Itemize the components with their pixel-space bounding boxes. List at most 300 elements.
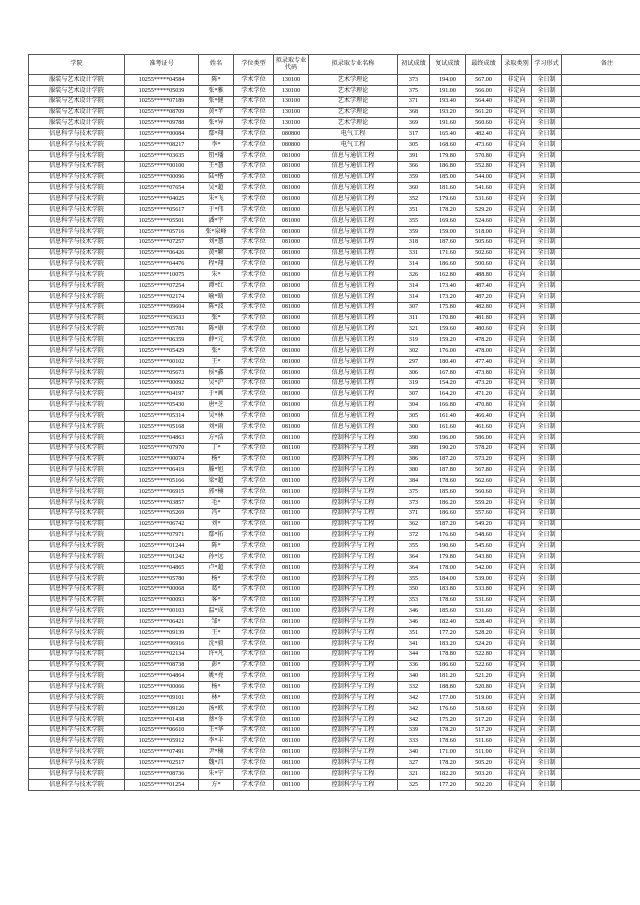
- cell-final_score: 473.60: [466, 140, 502, 151]
- cell-name: 魏*昌: [199, 758, 234, 769]
- cell-category: 非定向: [502, 562, 532, 573]
- cell-ticket: 10255*****00084: [125, 129, 199, 140]
- cell-college: 信息科学与技术学院: [29, 432, 125, 443]
- cell-initial_score: 305: [398, 140, 430, 151]
- column-header-study-form: 学习形式: [532, 55, 562, 75]
- column-header-college: 学院: [29, 55, 125, 75]
- column-header-major-name: 拟录取专业名称: [309, 55, 398, 75]
- cell-name: 林*: [199, 693, 234, 704]
- cell-ticket: 10255*****05780: [125, 573, 199, 584]
- cell-name: 滕*旭: [199, 465, 234, 476]
- cell-college: 信息科学与技术学院: [29, 682, 125, 693]
- cell-retest_score: 162.80: [430, 270, 466, 281]
- cell-degree: 学术学位: [234, 356, 274, 367]
- cell-study_form: 全日制: [532, 736, 562, 747]
- table-row: [29, 443, 640, 454]
- cell-name: 薛*元: [199, 335, 234, 346]
- cell-ticket: 10255*****06915: [125, 487, 199, 498]
- cell-remark: [562, 606, 640, 617]
- cell-retest_score: 170.80: [430, 313, 466, 324]
- table-row: [29, 248, 640, 259]
- cell-ticket: 10255*****05430: [125, 400, 199, 411]
- cell-initial_score: 321: [398, 324, 430, 335]
- cell-retest_score: 190.60: [430, 541, 466, 552]
- cell-name: 陈*: [199, 75, 234, 86]
- cell-college: 信息科学与技术学院: [29, 671, 125, 682]
- cell-name: 黄*芊: [199, 107, 234, 118]
- cell-initial_score: 355: [398, 541, 430, 552]
- cell-major_name: 信息与通信工程: [309, 346, 398, 357]
- table-row: [29, 638, 640, 649]
- cell-category: 非定向: [502, 172, 532, 183]
- table-row: [29, 584, 640, 595]
- cell-remark: [562, 215, 640, 226]
- cell-college: 信息科学与技术学院: [29, 237, 125, 248]
- cell-remark: [562, 573, 640, 584]
- cell-category: 非定向: [502, 183, 532, 194]
- cell-major_code: 081000: [274, 194, 309, 205]
- cell-college: 信息科学与技术学院: [29, 573, 125, 584]
- cell-major_name: 控制科学与工程: [309, 530, 398, 541]
- cell-degree: 学术学位: [234, 205, 274, 216]
- cell-study_form: 全日制: [532, 682, 562, 693]
- cell-major_name: 控制科学与工程: [309, 465, 398, 476]
- cell-name: 刘*慧: [199, 237, 234, 248]
- cell-degree: 学术学位: [234, 281, 274, 292]
- table-row: [29, 476, 640, 487]
- cell-remark: [562, 172, 640, 183]
- cell-remark: [562, 530, 640, 541]
- cell-initial_score: 371: [398, 96, 430, 107]
- cell-major_name: 电气工程: [309, 129, 398, 140]
- cell-category: 非定向: [502, 291, 532, 302]
- cell-degree: 学术学位: [234, 562, 274, 573]
- cell-name: 鄢*拓: [199, 530, 234, 541]
- cell-name: 陈*康: [199, 324, 234, 335]
- cell-name: 彭*: [199, 660, 234, 671]
- cell-remark: [562, 638, 640, 649]
- cell-initial_score: 353: [398, 595, 430, 606]
- cell-remark: [562, 725, 640, 736]
- table-row: [29, 422, 640, 433]
- cell-study_form: 全日制: [532, 638, 562, 649]
- cell-major_name: 控制科学与工程: [309, 725, 398, 736]
- cell-degree: 学术学位: [234, 747, 274, 758]
- cell-major_code: 081000: [274, 248, 309, 259]
- cell-major_code: 081000: [274, 161, 309, 172]
- cell-final_score: 522.60: [466, 660, 502, 671]
- cell-retest_score: 176.00: [430, 346, 466, 357]
- cell-study_form: 全日制: [532, 75, 562, 86]
- cell-degree: 学术学位: [234, 725, 274, 736]
- cell-study_form: 全日制: [532, 747, 562, 758]
- cell-category: 非定向: [502, 432, 532, 443]
- cell-degree: 学术学位: [234, 140, 274, 151]
- cell-initial_score: 325: [398, 779, 430, 790]
- cell-college: 信息科学与技术学院: [29, 465, 125, 476]
- cell-initial_score: 314: [398, 281, 430, 292]
- cell-initial_score: 317: [398, 129, 430, 140]
- table-body: [29, 75, 640, 791]
- cell-retest_score: 176.60: [430, 703, 466, 714]
- cell-remark: [562, 487, 640, 498]
- cell-major_code: 081100: [274, 519, 309, 530]
- cell-retest_score: 167.80: [430, 367, 466, 378]
- cell-initial_score: 340: [398, 747, 430, 758]
- table-row: [29, 389, 640, 400]
- cell-final_score: 524.60: [466, 215, 502, 226]
- cell-ticket: 10255*****02517: [125, 758, 199, 769]
- cell-study_form: 全日制: [532, 367, 562, 378]
- cell-major_name: 信息与通信工程: [309, 313, 398, 324]
- cell-major_code: 130100: [274, 96, 309, 107]
- cell-category: 非定向: [502, 769, 532, 780]
- cell-study_form: 全日制: [532, 606, 562, 617]
- cell-ticket: 10255*****07491: [125, 747, 199, 758]
- cell-college: 信息科学与技术学院: [29, 530, 125, 541]
- cell-study_form: 全日制: [532, 335, 562, 346]
- cell-retest_score: 178.20: [430, 758, 466, 769]
- cell-study_form: 全日制: [532, 259, 562, 270]
- cell-college: 服装与艺术设计学院: [29, 75, 125, 86]
- cell-degree: 学术学位: [234, 422, 274, 433]
- cell-college: 信息科学与技术学院: [29, 497, 125, 508]
- cell-category: 非定向: [502, 161, 532, 172]
- cell-remark: [562, 75, 640, 86]
- cell-major_name: 控制科学与工程: [309, 552, 398, 563]
- cell-degree: 学术学位: [234, 270, 274, 281]
- table-row: [29, 779, 640, 790]
- cell-college: 信息科学与技术学院: [29, 335, 125, 346]
- cell-degree: 学术学位: [234, 378, 274, 389]
- cell-final_score: 505.60: [466, 237, 502, 248]
- cell-final_score: 518.60: [466, 703, 502, 714]
- cell-college: 信息科学与技术学院: [29, 443, 125, 454]
- cell-study_form: 全日制: [532, 714, 562, 725]
- cell-final_score: 564.40: [466, 96, 502, 107]
- cell-final_score: 543.80: [466, 552, 502, 563]
- cell-retest_score: 164.20: [430, 389, 466, 400]
- cell-college: 信息科学与技术学院: [29, 747, 125, 758]
- cell-category: 非定向: [502, 736, 532, 747]
- cell-college: 信息科学与技术学院: [29, 628, 125, 639]
- cell-name: 唐*芝: [199, 400, 234, 411]
- cell-college: 信息科学与技术学院: [29, 519, 125, 530]
- table-row: [29, 96, 640, 107]
- cell-retest_score: 181.20: [430, 671, 466, 682]
- cell-study_form: 全日制: [532, 432, 562, 443]
- cell-degree: 学术学位: [234, 85, 274, 96]
- cell-final_score: 548.60: [466, 530, 502, 541]
- cell-final_score: 518.00: [466, 226, 502, 237]
- cell-retest_score: 182.20: [430, 769, 466, 780]
- cell-initial_score: 305: [398, 411, 430, 422]
- cell-final_score: 500.60: [466, 259, 502, 270]
- cell-ticket: 10255*****04863: [125, 432, 199, 443]
- cell-final_score: 531.60: [466, 606, 502, 617]
- cell-final_score: 480.60: [466, 324, 502, 335]
- cell-remark: [562, 769, 640, 780]
- cell-study_form: 全日制: [532, 226, 562, 237]
- cell-initial_score: 390: [398, 432, 430, 443]
- cell-remark: [562, 291, 640, 302]
- cell-initial_score: 355: [398, 573, 430, 584]
- cell-college: 信息科学与技术学院: [29, 400, 125, 411]
- cell-ticket: 10255*****01242: [125, 552, 199, 563]
- cell-category: 非定向: [502, 367, 532, 378]
- cell-degree: 学术学位: [234, 313, 274, 324]
- cell-final_score: 511.00: [466, 747, 502, 758]
- table-row: [29, 508, 640, 519]
- table-row: [29, 714, 640, 725]
- cell-remark: [562, 693, 640, 704]
- cell-study_form: 全日制: [532, 411, 562, 422]
- cell-name: 邹*: [199, 617, 234, 628]
- cell-major_code: 081000: [274, 281, 309, 292]
- cell-major_name: 控制科学与工程: [309, 779, 398, 790]
- cell-major_code: 080800: [274, 129, 309, 140]
- cell-category: 非定向: [502, 281, 532, 292]
- cell-ticket: 10255*****00093: [125, 595, 199, 606]
- cell-final_score: 559.20: [466, 497, 502, 508]
- cell-major_code: 081100: [274, 530, 309, 541]
- cell-name: 张*异: [199, 118, 234, 129]
- cell-major_code: 130100: [274, 85, 309, 96]
- cell-retest_score: 191.60: [430, 118, 466, 129]
- cell-final_score: 522.80: [466, 649, 502, 660]
- cell-remark: [562, 508, 640, 519]
- cell-degree: 学术学位: [234, 703, 274, 714]
- cell-degree: 学术学位: [234, 736, 274, 747]
- table-row: [29, 378, 640, 389]
- cell-study_form: 全日制: [532, 248, 562, 259]
- cell-name: 陈*: [199, 541, 234, 552]
- cell-major_code: 081100: [274, 465, 309, 476]
- cell-initial_score: 314: [398, 291, 430, 302]
- table-row: [29, 519, 640, 530]
- cell-category: 非定向: [502, 454, 532, 465]
- cell-name: 张*: [199, 313, 234, 324]
- cell-college: 信息科学与技术学院: [29, 649, 125, 660]
- cell-ticket: 10255*****07189: [125, 96, 199, 107]
- cell-degree: 学术学位: [234, 628, 274, 639]
- cell-study_form: 全日制: [532, 346, 562, 357]
- cell-ticket: 10255*****06421: [125, 617, 199, 628]
- cell-major_code: 081100: [274, 693, 309, 704]
- cell-initial_score: 371: [398, 508, 430, 519]
- cell-retest_score: 179.60: [430, 194, 466, 205]
- cell-retest_score: 178.60: [430, 595, 466, 606]
- cell-category: 非定向: [502, 85, 532, 96]
- cell-initial_score: 314: [398, 259, 430, 270]
- cell-study_form: 全日制: [532, 324, 562, 335]
- cell-final_score: 524.20: [466, 638, 502, 649]
- cell-category: 非定向: [502, 671, 532, 682]
- cell-initial_score: 384: [398, 476, 430, 487]
- cell-ticket: 10255*****06359: [125, 335, 199, 346]
- cell-category: 非定向: [502, 140, 532, 151]
- cell-retest_score: 179.80: [430, 552, 466, 563]
- cell-degree: 学术学位: [234, 454, 274, 465]
- cell-major_name: 控制科学与工程: [309, 562, 398, 573]
- cell-name: 黄*颖: [199, 248, 234, 259]
- cell-category: 非定向: [502, 205, 532, 216]
- table-row: [29, 291, 640, 302]
- cell-major_code: 081000: [274, 205, 309, 216]
- cell-remark: [562, 682, 640, 693]
- cell-college: 信息科学与技术学院: [29, 660, 125, 671]
- cell-retest_score: 177.20: [430, 779, 466, 790]
- cell-study_form: 全日制: [532, 85, 562, 96]
- cell-name: 杨*: [199, 454, 234, 465]
- cell-category: 非定向: [502, 356, 532, 367]
- cell-major_name: 艺术学理论: [309, 96, 398, 107]
- cell-retest_score: 180.40: [430, 356, 466, 367]
- cell-college: 信息科学与技术学院: [29, 226, 125, 237]
- cell-retest_score: 178.20: [430, 205, 466, 216]
- cell-final_score: 517.20: [466, 725, 502, 736]
- cell-degree: 学术学位: [234, 75, 274, 86]
- cell-retest_score: 186.20: [430, 497, 466, 508]
- cell-college: 信息科学与技术学院: [29, 378, 125, 389]
- cell-final_score: 471.20: [466, 389, 502, 400]
- cell-major_name: 信息与通信工程: [309, 194, 398, 205]
- cell-category: 非定向: [502, 508, 532, 519]
- cell-name: 温*成: [199, 606, 234, 617]
- cell-ticket: 10255*****09101: [125, 693, 199, 704]
- cell-major_code: 081100: [274, 638, 309, 649]
- cell-degree: 学术学位: [234, 259, 274, 270]
- cell-category: 非定向: [502, 150, 532, 161]
- table-row: [29, 649, 640, 660]
- cell-remark: [562, 118, 640, 129]
- cell-initial_score: 360: [398, 183, 430, 194]
- table-row: [29, 497, 640, 508]
- cell-initial_score: 319: [398, 378, 430, 389]
- cell-ticket: 10255*****04476: [125, 259, 199, 270]
- cell-remark: [562, 237, 640, 248]
- cell-initial_score: 326: [398, 270, 430, 281]
- table-row: [29, 367, 640, 378]
- cell-retest_score: 175.80: [430, 302, 466, 313]
- cell-retest_score: 154.20: [430, 378, 466, 389]
- cell-remark: [562, 367, 640, 378]
- cell-remark: [562, 346, 640, 357]
- cell-degree: 学术学位: [234, 291, 274, 302]
- cell-degree: 学术学位: [234, 432, 274, 443]
- cell-college: 信息科学与技术学院: [29, 693, 125, 704]
- cell-remark: [562, 628, 640, 639]
- cell-degree: 学术学位: [234, 183, 274, 194]
- cell-retest_score: 193.20: [430, 107, 466, 118]
- cell-initial_score: 346: [398, 617, 430, 628]
- cell-name: 王*: [199, 628, 234, 639]
- cell-category: 非定向: [502, 714, 532, 725]
- cell-study_form: 全日制: [532, 194, 562, 205]
- table-row: [29, 747, 640, 758]
- cell-name: 刘*: [199, 519, 234, 530]
- cell-initial_score: 366: [398, 161, 430, 172]
- cell-name: 陈*波: [199, 302, 234, 313]
- cell-category: 非定向: [502, 693, 532, 704]
- cell-study_form: 全日制: [532, 389, 562, 400]
- cell-college: 信息科学与技术学院: [29, 281, 125, 292]
- table-row: [29, 432, 640, 443]
- cell-major_name: 控制科学与工程: [309, 617, 398, 628]
- cell-study_form: 全日制: [532, 649, 562, 660]
- cell-initial_score: 332: [398, 682, 430, 693]
- cell-final_score: 487.40: [466, 281, 502, 292]
- cell-retest_score: 188.80: [430, 682, 466, 693]
- cell-initial_score: 342: [398, 703, 430, 714]
- cell-final_score: 488.80: [466, 270, 502, 281]
- table-row: [29, 324, 640, 335]
- cell-initial_score: 369: [398, 118, 430, 129]
- cell-study_form: 全日制: [532, 313, 562, 324]
- cell-ticket: 10255*****04864: [125, 671, 199, 682]
- cell-major_code: 081000: [274, 400, 309, 411]
- cell-final_score: 478.20: [466, 335, 502, 346]
- table-row: [29, 703, 640, 714]
- cell-name: 喻*晗: [199, 291, 234, 302]
- table-row: [29, 573, 640, 584]
- cell-college: 信息科学与技术学院: [29, 736, 125, 747]
- cell-remark: [562, 714, 640, 725]
- cell-retest_score: 175.20: [430, 714, 466, 725]
- cell-remark: [562, 302, 640, 313]
- cell-category: 非定向: [502, 552, 532, 563]
- cell-retest_score: 185.60: [430, 606, 466, 617]
- cell-initial_score: 380: [398, 465, 430, 476]
- table-row: [29, 281, 640, 292]
- cell-major_code: 081100: [274, 649, 309, 660]
- cell-college: 信息科学与技术学院: [29, 205, 125, 216]
- cell-major_code: 081000: [274, 215, 309, 226]
- cell-ticket: 10255*****07971: [125, 530, 199, 541]
- cell-final_score: 473.80: [466, 367, 502, 378]
- cell-degree: 学术学位: [234, 302, 274, 313]
- cell-initial_score: 306: [398, 367, 430, 378]
- cell-college: 信息科学与技术学院: [29, 606, 125, 617]
- cell-retest_score: 186.60: [430, 259, 466, 270]
- cell-final_score: 482.40: [466, 129, 502, 140]
- cell-major_name: 信息与通信工程: [309, 205, 398, 216]
- cell-remark: [562, 259, 640, 270]
- cell-degree: 学术学位: [234, 346, 274, 357]
- table-row: [29, 682, 640, 693]
- cell-category: 非定向: [502, 302, 532, 313]
- cell-final_score: 544.00: [466, 172, 502, 183]
- cell-name: 方*浩: [199, 432, 234, 443]
- cell-initial_score: 344: [398, 649, 430, 660]
- cell-name: 孙*远: [199, 552, 234, 563]
- cell-final_score: 521.20: [466, 671, 502, 682]
- cell-major_name: 控制科学与工程: [309, 573, 398, 584]
- cell-study_form: 全日制: [532, 161, 562, 172]
- cell-final_score: 531.60: [466, 194, 502, 205]
- cell-study_form: 全日制: [532, 129, 562, 140]
- table-row: [29, 671, 640, 682]
- cell-degree: 学术学位: [234, 215, 274, 226]
- cell-category: 非定向: [502, 530, 532, 541]
- cell-major_name: 控制科学与工程: [309, 714, 398, 725]
- cell-ticket: 10255*****07257: [125, 237, 199, 248]
- cell-retest_score: 187.80: [430, 465, 466, 476]
- cell-retest_score: 178.60: [430, 736, 466, 747]
- cell-category: 非定向: [502, 758, 532, 769]
- cell-major_code: 081000: [274, 313, 309, 324]
- cell-category: 非定向: [502, 270, 532, 281]
